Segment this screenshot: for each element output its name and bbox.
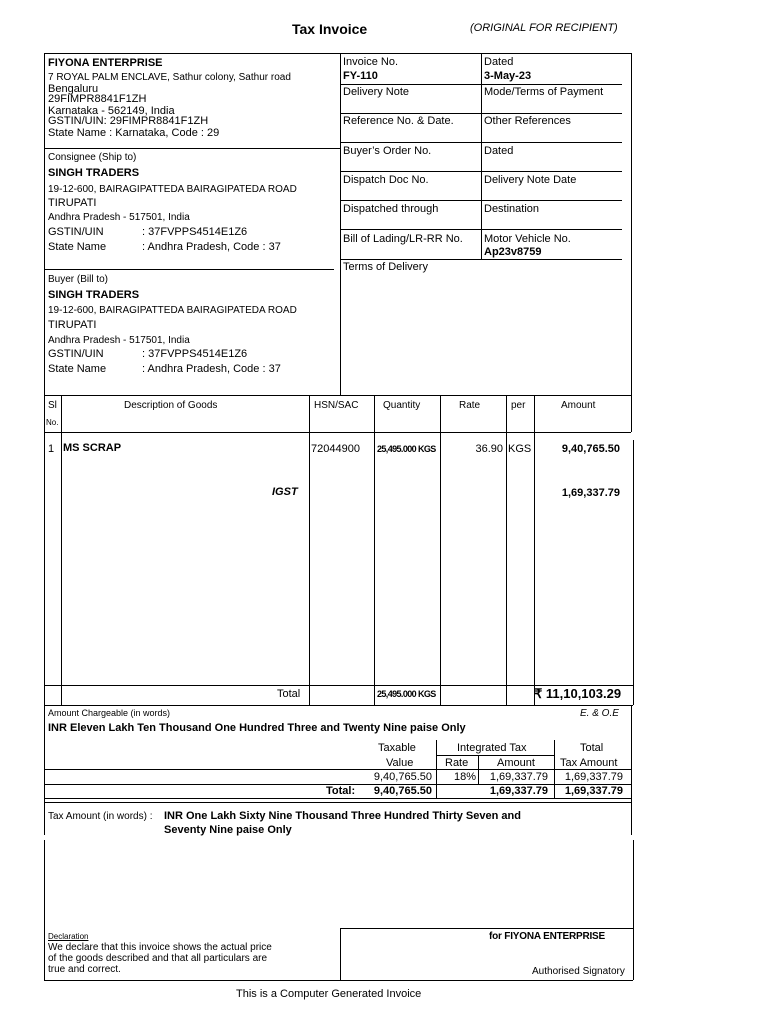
igst-amount: 1,69,337.79	[561, 487, 620, 499]
delivery-note-label: Delivery Note	[343, 86, 410, 98]
buyer-gstin-value: : 37FVPPS4514E1Z6	[142, 348, 248, 360]
grand-total: ₹ 11,10,103.29	[534, 686, 622, 701]
consignee-address: 19-12-600, BAIRAGIPATTEDA BAIRAGIPATEDA ROAD	[48, 184, 297, 195]
seller-gstin: GSTIN/UIN: 29FIMPR8841F1ZH	[48, 115, 209, 127]
col-line	[534, 395, 535, 705]
buyer-label: Buyer (Bill to)	[48, 274, 109, 285]
col-amount: Amount	[561, 400, 596, 411]
buyer-state-pin: Andhra Pradesh - 517501, India	[48, 335, 190, 346]
tax-row-line	[44, 798, 631, 799]
mode-terms-label: Mode/Terms of Payment	[484, 86, 604, 98]
consignee-state-label: State Name	[48, 241, 107, 253]
consignee-name: SINGH TRADERS	[48, 167, 140, 179]
item-amount: 9,40,765.50	[561, 443, 620, 455]
tax-totals-label: Total:	[326, 785, 356, 797]
seller-state: State Name : Karnataka, Code : 29	[48, 127, 220, 139]
reference-no-label: Reference No. & Date.	[343, 115, 454, 127]
tax-words-line1: INR One Lakh Sixty Nine Thousand Three Hundred Thirty Seven and	[164, 810, 521, 822]
item-description: MS SCRAP	[63, 442, 122, 454]
igst-label: IGST	[272, 486, 298, 498]
tax-words-top	[44, 802, 631, 803]
col-line	[374, 395, 375, 705]
tax-words-label: Tax Amount (in words) :	[48, 811, 153, 822]
item-quantity: 25,495.000 KGS	[377, 444, 436, 454]
frame-middle	[340, 53, 341, 395]
frame-left-bottom	[44, 840, 45, 980]
col-quantity: Quantity	[383, 400, 421, 411]
buyer-name: SINGH TRADERS	[48, 289, 140, 301]
buyer-address: 19-12-600, BAIRAGIPATTEDA BAIRAGIPATEDA ROAD	[48, 305, 297, 316]
consignee-state-value: : Andhra Pradesh, Code : 37	[142, 241, 281, 253]
col-line	[506, 395, 507, 705]
consignee-label: Consignee (Ship to)	[48, 152, 137, 163]
info-row-line	[340, 84, 622, 85]
col-line	[633, 440, 634, 705]
copy-note: (ORIGINAL FOR RECIPIENT)	[470, 22, 618, 34]
col-line	[309, 395, 310, 705]
tax-rate-label: Rate	[445, 757, 469, 769]
tax-row-total: 1,69,337.79	[564, 771, 623, 783]
items-header-bottom	[44, 432, 631, 433]
consignee-divider	[44, 269, 334, 270]
buyers-order-label: Buyer’s Order No.	[343, 145, 432, 157]
seller-divider	[44, 148, 340, 149]
frame-right-bottom	[633, 840, 634, 980]
dispatch-doc-label: Dispatch Doc No.	[343, 174, 429, 186]
tax-totals-taxable: 9,40,765.50	[373, 785, 432, 797]
item-per: KGS	[508, 443, 532, 455]
info-row-line	[340, 259, 622, 260]
amount-in-words: INR Eleven Lakh Ten Thousand One Hundred Three and Twenty Nine paise Only	[48, 722, 466, 734]
col-line	[440, 395, 441, 705]
invoice-no-label: Invoice No.	[343, 56, 399, 68]
taxable-label-1: Taxable	[378, 742, 416, 754]
items-header-top	[44, 395, 631, 396]
declaration-line1: We declare that this invoice shows the actual price	[48, 942, 272, 953]
tax-row-taxable: 9,40,765.50	[373, 771, 432, 783]
tax-col-line	[554, 740, 555, 798]
signatory-top	[340, 928, 633, 929]
bill-of-lading-label: Bill of Lading/LR-RR No.	[343, 233, 463, 245]
buyer-state-value: : Andhra Pradesh, Code : 37	[142, 363, 281, 375]
info-row-line	[340, 142, 622, 143]
tax-totals-amount: 1,69,337.79	[489, 785, 548, 797]
invoice-title: Tax Invoice	[292, 21, 368, 37]
col-per: per	[511, 400, 526, 411]
dispatched-through-label: Dispatched through	[343, 203, 439, 215]
signatory-left	[340, 928, 341, 980]
other-references-label: Other References	[484, 115, 571, 127]
frame-left-top	[44, 53, 45, 395]
items-total-bottom	[44, 705, 633, 706]
frame-left-mid	[44, 705, 45, 835]
frame-right-mid	[631, 705, 632, 835]
seller-code: 29FIMPR8841F1ZH	[48, 93, 147, 105]
amount-words-label: Amount Chargeable (in words)	[48, 708, 171, 718]
info-row-line	[340, 171, 622, 172]
item-hsn: 72044900	[311, 443, 360, 455]
total-tax-label-2: Tax Amount	[560, 757, 618, 769]
motor-vehicle-no: Ap23v8759	[484, 246, 542, 258]
tax-words-line2: Seventy Nine paise Only	[164, 824, 292, 836]
invoice-date: 3-May-23	[484, 70, 532, 82]
seller-name: FIYONA ENTERPRISE	[48, 57, 163, 69]
tax-totals-total: 1,69,337.79	[564, 785, 623, 797]
item-sl: 1	[48, 443, 55, 455]
col-line	[44, 395, 45, 705]
item-rate: 36.90	[475, 443, 503, 455]
footer-note: This is a Computer Generated Invoice	[236, 988, 422, 1000]
col-line	[61, 395, 62, 705]
tax-row-amount: 1,69,337.79	[489, 771, 548, 783]
delivery-note-date-label: Delivery Note Date	[484, 174, 577, 186]
integrated-tax-label: Integrated Tax	[457, 742, 527, 754]
seller-state-pin: Karnataka - 562149, India	[48, 105, 175, 117]
declaration-title: Declaration	[48, 932, 89, 941]
taxable-label-2: Value	[386, 757, 414, 769]
info-row-line	[340, 200, 622, 201]
buyer-gstin-label: GSTIN/UIN	[48, 348, 104, 360]
col-line	[631, 395, 632, 432]
declaration-line3: true and correct.	[48, 964, 121, 975]
buyer-city: TIRUPATI	[48, 319, 97, 331]
consignee-gstin-label: GSTIN/UIN	[48, 226, 104, 238]
col-hsn: HSN/SAC	[314, 400, 359, 411]
consignee-city: TIRUPATI	[48, 197, 97, 209]
consignee-gstin-value: : 37FVPPS4514E1Z6	[142, 226, 248, 238]
total-tax-label-1: Total	[580, 742, 604, 754]
dated-label: Dated	[484, 56, 514, 68]
dated2-label: Dated	[484, 145, 514, 157]
seller-city: Bengaluru	[48, 83, 99, 95]
buyer-state-label: State Name	[48, 363, 107, 375]
frame-bottom	[44, 980, 633, 981]
invoice-no: FY-110	[343, 70, 378, 82]
for-company: for FIYONA ENTERPRISE	[489, 931, 605, 942]
info-row-line	[340, 229, 622, 230]
frame-top	[44, 53, 631, 54]
info-row-line	[340, 113, 622, 114]
tax-col-line	[436, 740, 437, 798]
col-no: No.	[46, 418, 59, 427]
tax-row-line	[436, 755, 554, 756]
frame-right-top	[631, 53, 632, 395]
tax-amount-label: Amount	[497, 757, 535, 769]
seller-address: 7 ROYAL PALM ENCLAVE, Sathur colony, Sathur road	[48, 72, 291, 83]
col-sl: Sl	[48, 400, 57, 411]
terms-of-delivery-label: Terms of Delivery	[343, 261, 428, 273]
col-description: Description of Goods	[124, 400, 218, 411]
tax-row-rate: 18%	[453, 771, 476, 783]
declaration-line2: of the goods described and that all particulars are	[48, 953, 268, 964]
total-label: Total	[277, 688, 301, 700]
destination-label: Destination	[484, 203, 540, 215]
authorised-signatory: Authorised Signatory	[532, 966, 625, 977]
total-quantity: 25,495.000 KGS	[377, 689, 436, 699]
tax-row-line	[44, 769, 631, 770]
consignee-state-pin: Andhra Pradesh - 517501, India	[48, 212, 190, 223]
eoe-label: E. & O.E	[580, 708, 619, 719]
motor-vehicle-label: Motor Vehicle No.	[484, 233, 571, 245]
col-rate: Rate	[459, 400, 481, 411]
